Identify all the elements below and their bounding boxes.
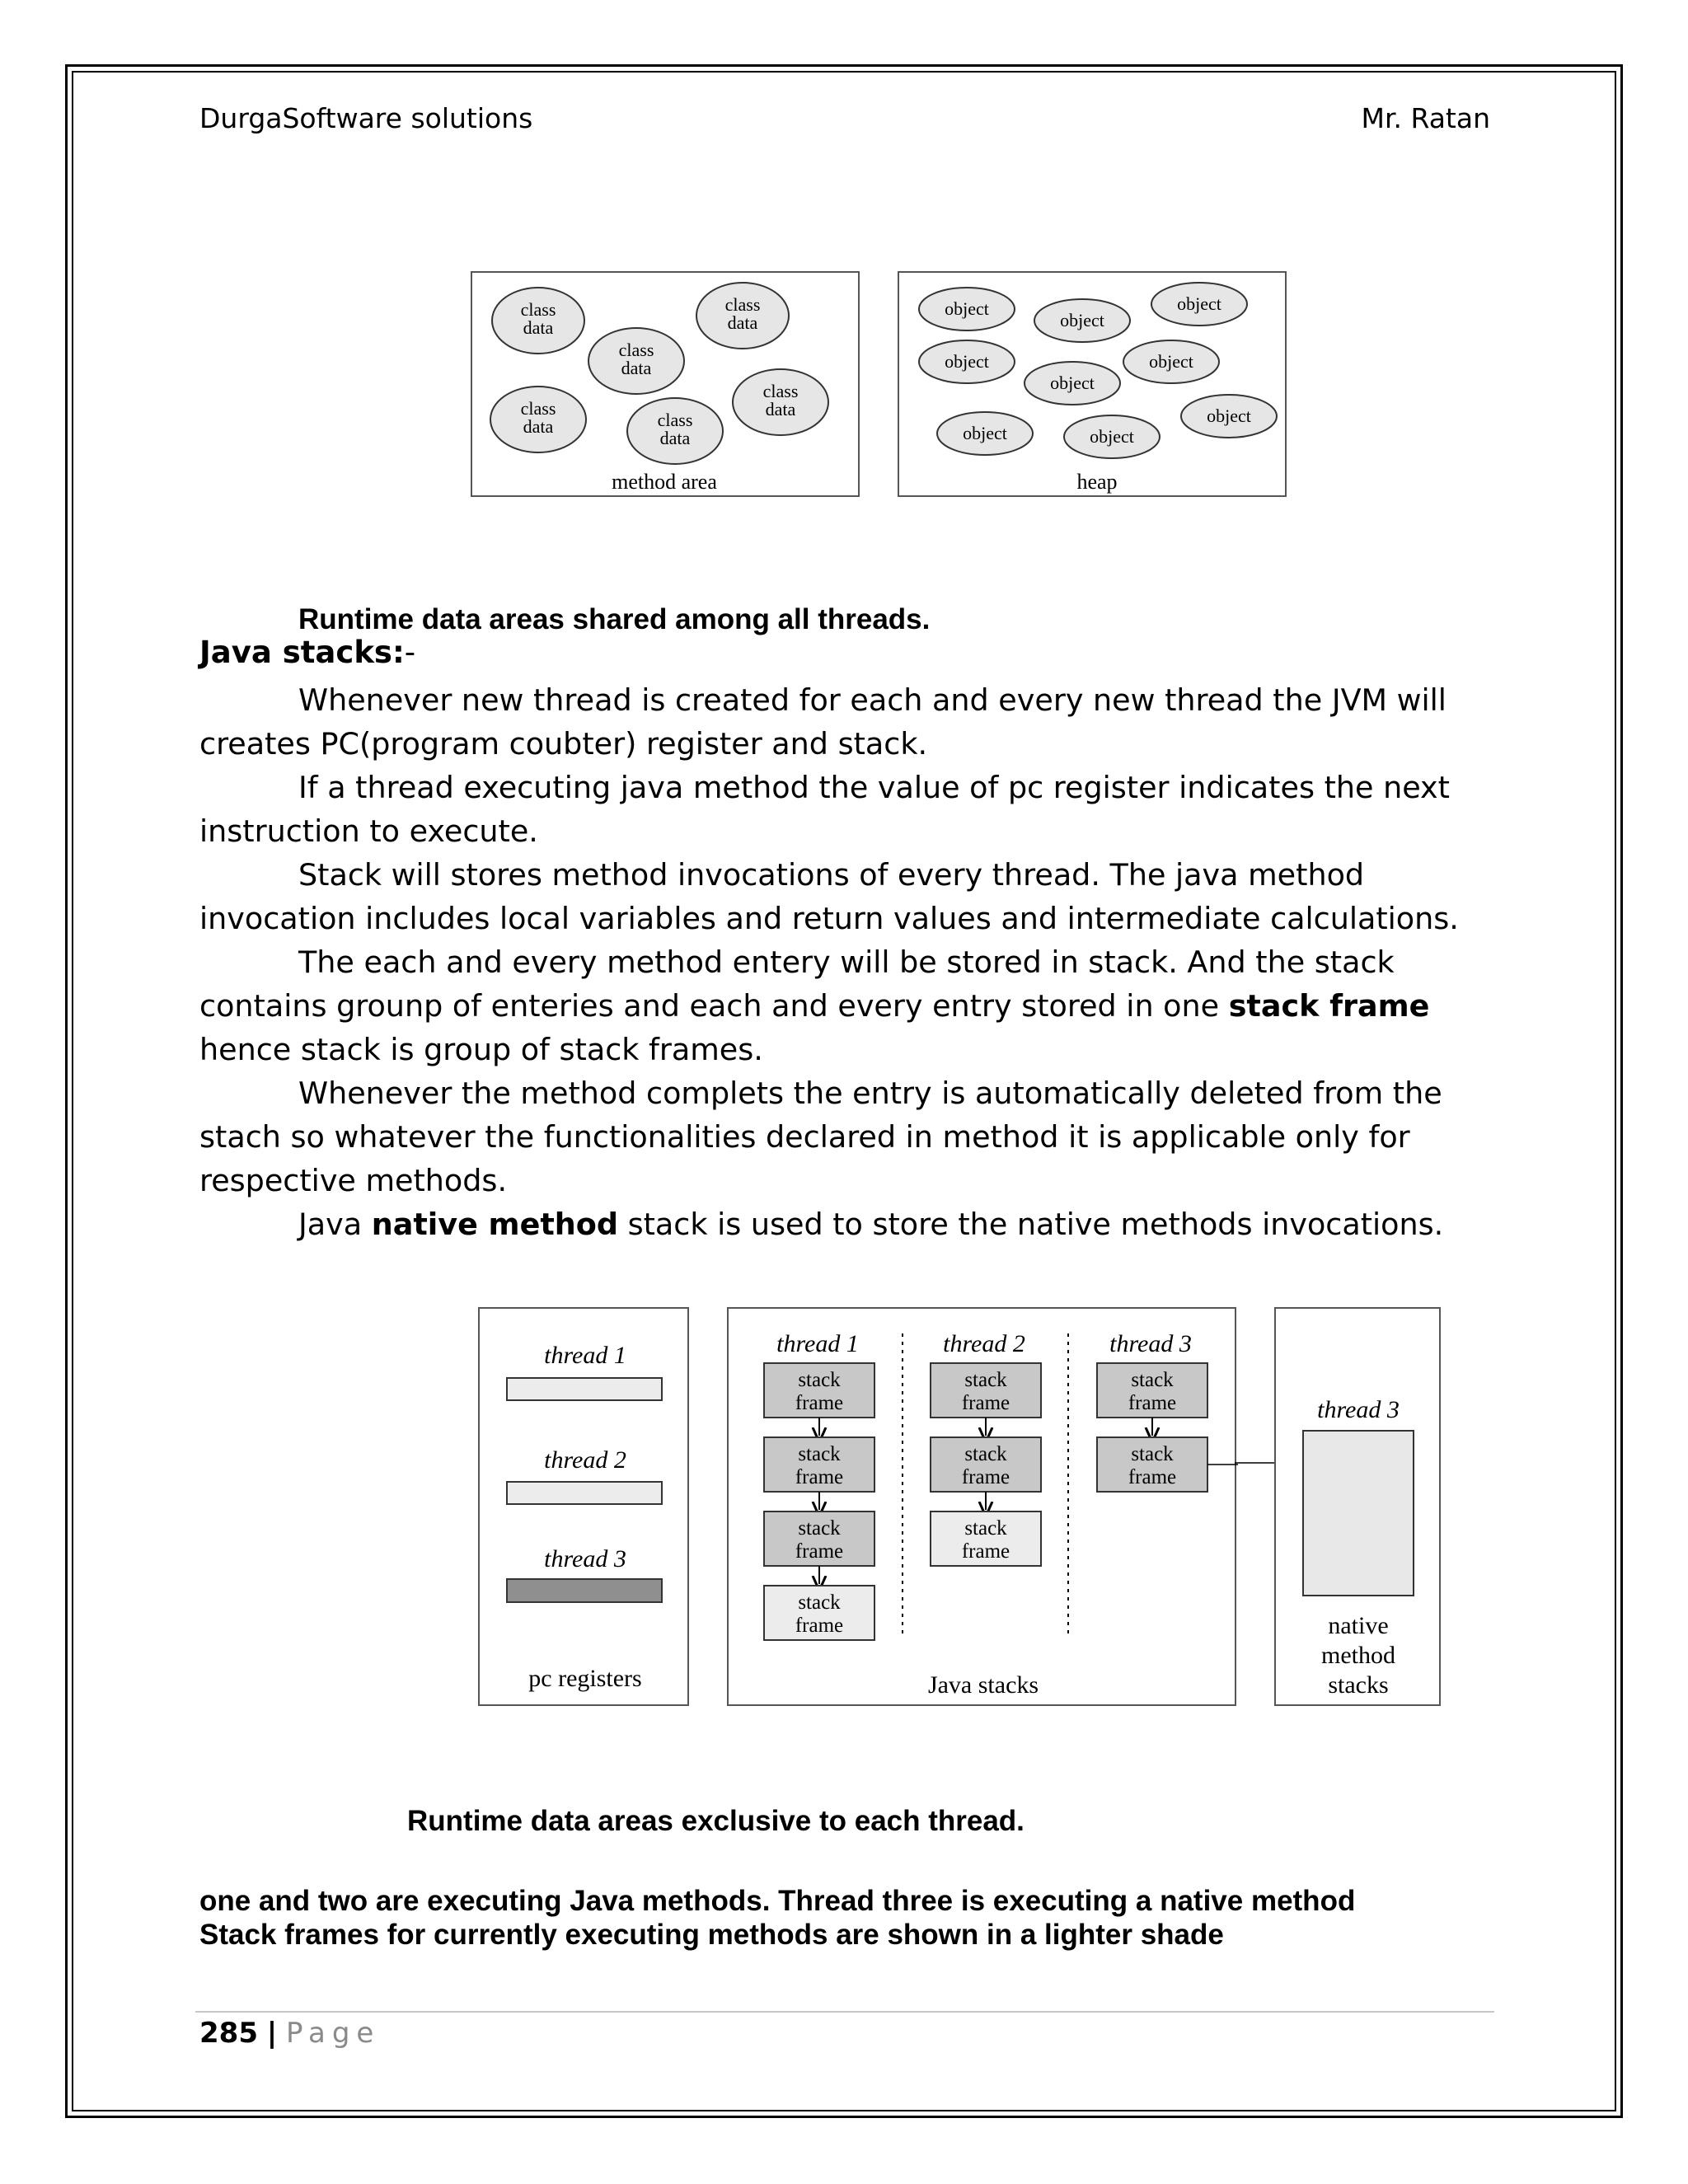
heap-label: heap <box>1076 470 1118 494</box>
stack-frame <box>1097 1363 1207 1418</box>
figure1-caption: Runtime data areas shared among all threads. <box>298 603 931 635</box>
native-method-term: native method <box>371 1207 618 1242</box>
svg-text:stack: stack <box>1131 1443 1174 1465</box>
object-bubble <box>919 288 1015 330</box>
bubble-text: data <box>523 317 554 338</box>
svg-text:frame: frame <box>1128 1392 1177 1414</box>
pc-registers-figure <box>478 1307 689 1706</box>
header-right: Mr. Ratan <box>1361 102 1490 134</box>
class-data-bubble <box>627 398 723 464</box>
stack-frame-current <box>764 1586 874 1640</box>
svg-text:frame: frame <box>961 1392 1010 1414</box>
paragraph: Whenever the method complets the entry is automatically deleted from the stach so whatever the functionalities declared in method it is applicable only for respective methods. <box>199 1076 1442 1198</box>
thread-label: thread 1 <box>544 1342 626 1369</box>
class-data-bubble <box>733 369 828 435</box>
svg-text:stack: stack <box>1131 1369 1174 1391</box>
pc-registers-label: pc registers <box>528 1665 642 1692</box>
svg-text:frame: frame <box>795 1540 844 1563</box>
stack-frame <box>764 1437 874 1492</box>
page-footer <box>199 2017 380 2050</box>
object-bubble <box>919 340 1015 383</box>
bubble-text: object <box>1177 293 1221 314</box>
bubble-text: class <box>520 299 556 320</box>
bubble-text: data <box>523 416 554 437</box>
native-thread-label: thread 3 <box>1317 1396 1400 1423</box>
bubble-text: class <box>724 294 761 315</box>
object-bubble <box>1181 395 1277 438</box>
bubble-text: object <box>963 423 1007 443</box>
object-bubble <box>937 412 1033 455</box>
bubble-text: object <box>945 351 989 372</box>
paragraph: If a thread executing java method the value of pc register indicates the next instruction to execute. <box>199 770 1450 849</box>
bubble-text: data <box>659 428 691 448</box>
paragraph: The each and every method entery will be stored in stack. And the stack contains grounp of enteries and each and every entry stored in one stack frame hence stack is group of stack frames. <box>199 944 1430 1067</box>
native-label-line: native <box>1328 1612 1389 1639</box>
svg-text:stack: stack <box>798 1591 841 1614</box>
section-heading-suffix: - <box>404 635 416 670</box>
bubble-text: class <box>762 381 799 401</box>
stack-frame <box>931 1437 1041 1492</box>
section-body <box>199 678 1502 1246</box>
object-bubble <box>1064 415 1160 458</box>
native-label-line: stacks <box>1328 1671 1389 1699</box>
java-stack-column-label: thread 3 <box>1109 1330 1192 1357</box>
object-bubble <box>1025 362 1120 405</box>
svg-text:frame: frame <box>1128 1466 1177 1488</box>
stack-frame <box>764 1363 874 1418</box>
footer-divider <box>195 2011 1494 2013</box>
svg-text:stack: stack <box>798 1369 841 1391</box>
native-stack-block <box>1303 1431 1414 1596</box>
class-data-bubble <box>588 328 684 394</box>
pc-register-bar <box>507 1378 662 1400</box>
class-data-bubble <box>490 387 586 452</box>
svg-text:frame: frame <box>795 1615 844 1637</box>
java-stack-column-label: thread 1 <box>776 1330 859 1357</box>
native-label-line: method <box>1321 1642 1395 1669</box>
svg-text:stack: stack <box>964 1517 1007 1540</box>
stack-frame <box>764 1511 874 1566</box>
stack-frame-current <box>931 1511 1041 1566</box>
method-area-figure <box>471 271 860 497</box>
bubble-text: object <box>1207 405 1251 426</box>
native-method-stacks-figure <box>1274 1307 1441 1706</box>
pc-register-bar <box>507 1579 662 1602</box>
paragraph: Stack will stores method invocations of every thread. The java method invocation includes local variables and return values and intermediate calculations. <box>199 857 1459 936</box>
note-line-1: one and two are executing Java methods. Thread three is executing a native method <box>199 1885 1356 1917</box>
object-bubble <box>1123 340 1219 383</box>
svg-text:stack: stack <box>798 1443 841 1465</box>
header-left: DurgaSoftware solutions <box>199 102 533 134</box>
bubble-text: object <box>1060 310 1104 330</box>
page-word: Page <box>286 2017 381 2050</box>
stack-frame <box>931 1363 1041 1418</box>
svg-text:frame: frame <box>795 1466 844 1488</box>
java-stacks-figure <box>727 1307 1236 1706</box>
heap-figure <box>898 271 1287 497</box>
svg-text:frame: frame <box>961 1466 1010 1488</box>
class-data-bubble <box>492 288 584 354</box>
thread-label: thread 2 <box>544 1446 626 1474</box>
svg-text:stack: stack <box>964 1369 1007 1391</box>
svg-text:stack: stack <box>798 1517 841 1540</box>
bubble-text: class <box>520 398 556 419</box>
java-stack-column-label: thread 2 <box>943 1330 1025 1357</box>
java-stacks-label: Java stacks <box>927 1671 1039 1699</box>
figure2-caption: Runtime data areas exclusive to each thread. <box>407 1805 1025 1837</box>
bubble-text: object <box>1149 351 1193 372</box>
bubble-text: object <box>945 298 989 319</box>
object-bubble <box>1034 299 1130 342</box>
bubble-text: data <box>727 312 758 333</box>
stack-frame <box>1097 1437 1207 1492</box>
class-data-bubble <box>696 283 789 349</box>
page-number: 285 <box>199 2017 258 2050</box>
paragraph: Whenever new thread is created for each and every new thread the JVM will creates PC(program coubter) register and stack. <box>199 682 1447 762</box>
svg-text:stack: stack <box>964 1443 1007 1465</box>
svg-text:frame: frame <box>795 1392 844 1414</box>
paragraph: Java native method stack is used to store the native methods invocations. <box>298 1207 1444 1242</box>
bubble-text: object <box>1090 426 1134 447</box>
bubble-text: data <box>765 399 796 419</box>
section-heading <box>199 635 415 670</box>
stack-frame-term: stack frame <box>1228 988 1430 1024</box>
pc-register-bar <box>507 1482 662 1504</box>
footer-separator: | <box>266 2017 278 2050</box>
svg-text:frame: frame <box>961 1540 1010 1563</box>
method-area-label: method area <box>612 470 717 494</box>
bubble-text: class <box>618 340 654 360</box>
bubble-text: object <box>1050 373 1095 393</box>
bubble-text: data <box>621 358 652 378</box>
section-heading-bold: Java stacks: <box>199 635 405 670</box>
object-bubble <box>1151 283 1247 326</box>
thread-label: thread 3 <box>544 1545 626 1572</box>
note-line-2: Stack frames for currently executing methods are shown in a lighter shade <box>199 1919 1224 1951</box>
bubble-text: class <box>657 410 693 430</box>
